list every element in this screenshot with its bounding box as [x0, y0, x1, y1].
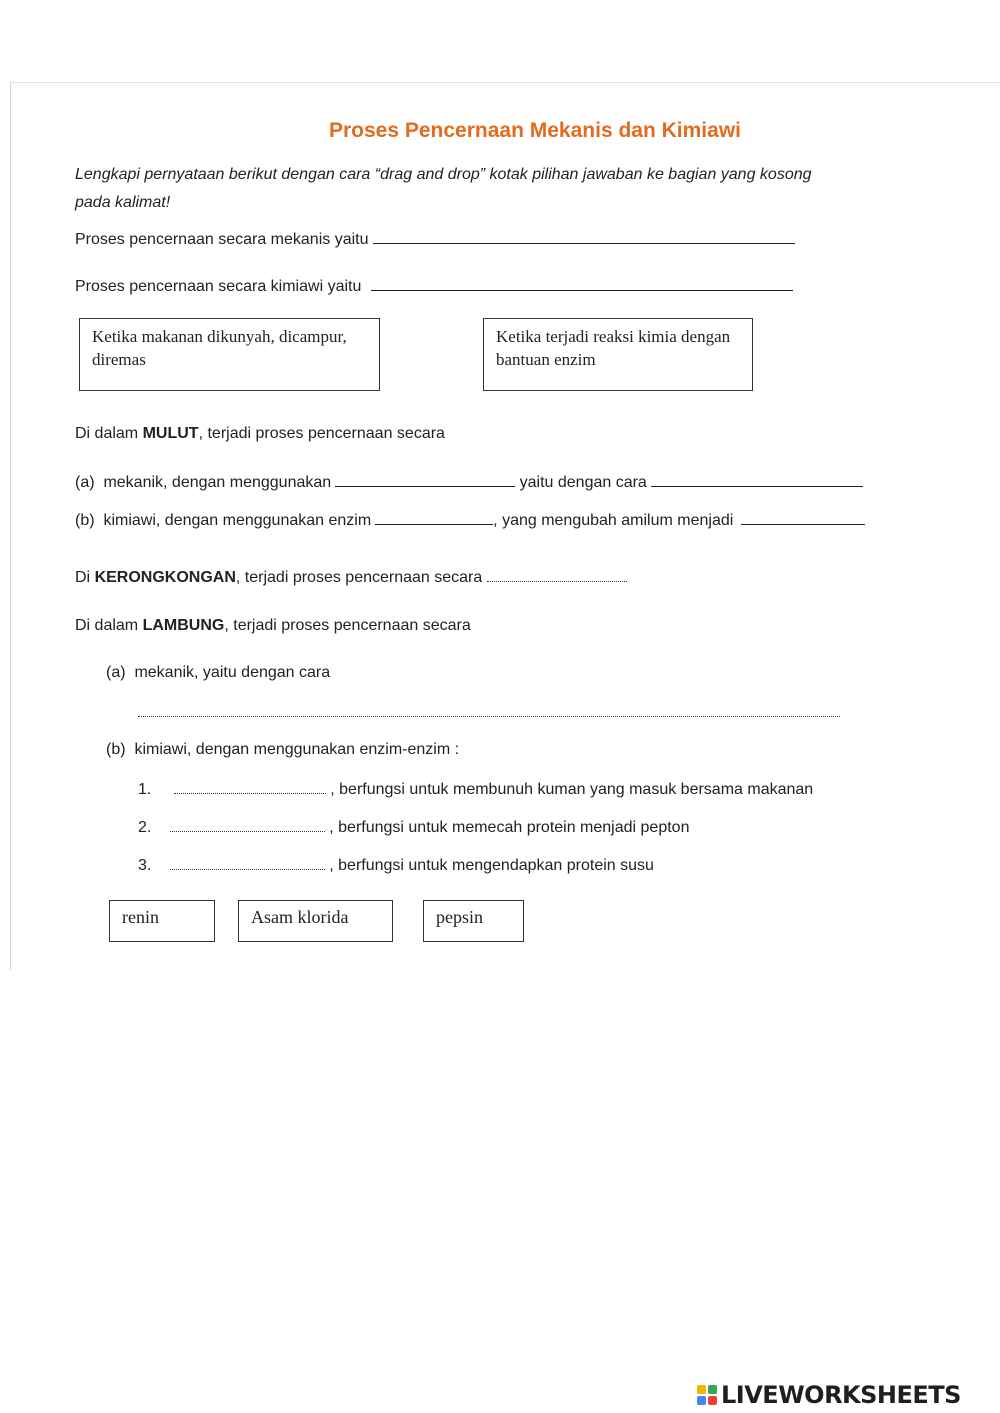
mulut-item-a — [75, 472, 863, 493]
mulut-a-text1: mekanik, dengan menggunakan — [103, 474, 332, 491]
question-kimiawi — [75, 276, 793, 297]
lambung-heading — [75, 616, 471, 636]
lambung-item-a — [106, 663, 330, 683]
kerongkongan-keyword: KERONGKONGAN — [94, 569, 236, 586]
enzim-item-2 — [138, 817, 689, 838]
lambung-a-text: mekanik, yaitu dengan cara — [134, 664, 331, 681]
mulut-heading — [75, 424, 445, 444]
kerongkongan-suffix: , terjadi proses pencernaan secara — [235, 569, 483, 586]
logo-square-green — [708, 1385, 717, 1394]
drop-blank-enzim-3[interactable] — [170, 855, 325, 870]
kerongkongan-heading — [75, 567, 627, 588]
answer-card-mekanis[interactable]: Ketika makanan dikunyah, dicampur, diremas — [79, 318, 380, 391]
mulut-keyword: MULUT — [142, 425, 199, 442]
lambung-prefix: Di dalam — [75, 617, 139, 634]
lambung-suffix: , terjadi proses pencernaan secara — [224, 617, 471, 634]
drop-blank-mekanis[interactable] — [373, 229, 795, 244]
question-kimiawi-text: Proses pencernaan secara kimiawi yaitu — [75, 278, 362, 295]
enzim-item-1-number: 1. — [138, 781, 152, 798]
logo-square-blue — [697, 1396, 706, 1405]
mulut-b-label: (b) — [75, 512, 95, 529]
liveworksheets-logo-text: LIVEWORKSHEETS — [721, 1381, 961, 1409]
enzim-item-1-text: , berfungsi untuk membunuh kuman yang masuk bersama makanan — [330, 781, 814, 798]
enzim-item-3-number: 3. — [138, 857, 152, 874]
mulut-prefix: Di dalam — [75, 425, 139, 442]
answer-card-kimiawi[interactable]: Ketika terjadi reaksi kimia dengan bantuan enzim — [483, 318, 753, 391]
kerongkongan-prefix: Di — [75, 569, 91, 586]
logo-square-yellow — [697, 1385, 706, 1394]
drop-blank-mulut-alat[interactable] — [335, 472, 515, 487]
lambung-b-label: (b) — [106, 741, 126, 758]
enzim-item-1 — [138, 779, 813, 800]
drop-blank-enzim-1[interactable] — [174, 779, 326, 794]
instruction-line-1: Lengkapi pernyataan berikut dengan cara “drag and drop” kotak pilihan jawaban ke bagian yang kosong — [75, 166, 812, 183]
drop-blank-mulut-enzim[interactable] — [375, 510, 493, 525]
page-left-border — [10, 82, 11, 970]
answer-chip-asam-klorida[interactable]: Asam klorida — [238, 900, 393, 942]
mulut-suffix: , terjadi proses pencernaan secara — [198, 425, 445, 442]
enzim-item-3 — [138, 855, 654, 876]
drop-blank-enzim-2[interactable] — [170, 817, 325, 832]
answer-chip-pepsin[interactable]: pepsin — [423, 900, 524, 942]
mulut-a-label: (a) — [75, 474, 95, 491]
page-top-border — [10, 82, 1000, 83]
mulut-item-b — [75, 510, 865, 531]
question-mekanis-text: Proses pencernaan secara mekanis yaitu — [75, 231, 369, 248]
liveworksheets-logo — [697, 1379, 961, 1411]
mulut-b-text1: kimiawi, dengan menggunakan enzim — [103, 512, 372, 529]
lambung-a-label: (a) — [106, 664, 126, 681]
instruction-line-2: pada kalimat! — [75, 194, 171, 211]
drop-blank-kerongkongan[interactable] — [487, 567, 627, 582]
answer-chip-renin[interactable]: renin — [109, 900, 215, 942]
lambung-item-b — [106, 740, 459, 760]
enzim-item-2-number: 2. — [138, 819, 152, 836]
logo-square-red — [708, 1396, 717, 1405]
worksheet-title: Proses Pencernaan Mekanis dan Kimiawi — [328, 119, 741, 142]
lambung-a-answer-row — [138, 702, 840, 723]
drop-blank-lambung-cara[interactable] — [138, 702, 840, 717]
drop-blank-kimiawi[interactable] — [371, 276, 793, 291]
liveworksheets-logo-icon — [697, 1385, 717, 1405]
drop-blank-mulut-hasil[interactable] — [741, 510, 865, 525]
lambung-b-text: kimiawi, dengan menggunakan enzim-enzim : — [134, 741, 460, 758]
question-mekanis — [75, 229, 795, 250]
enzim-item-3-text: , berfungsi untuk mengendapkan protein susu — [329, 857, 654, 874]
mulut-a-text2: yaitu dengan cara — [519, 474, 647, 491]
drop-blank-mulut-cara[interactable] — [651, 472, 863, 487]
enzim-item-2-text: , berfungsi untuk memecah protein menjadi pepton — [329, 819, 690, 836]
lambung-keyword: LAMBUNG — [142, 617, 225, 634]
mulut-b-text2: , yang mengubah amilum menjadi — [493, 512, 734, 529]
